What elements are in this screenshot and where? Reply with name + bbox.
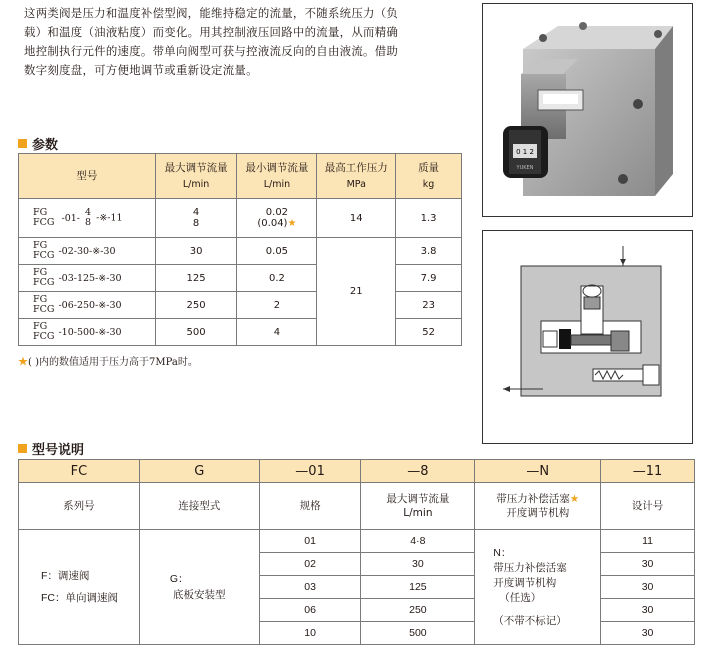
max-flow-cell: 250	[155, 292, 237, 319]
param-header: 最小调节流量 L/min	[237, 154, 317, 199]
max-flow-cell: 125	[155, 265, 237, 292]
star-icon: ★	[18, 357, 28, 368]
mass-cell: 3.8	[396, 238, 462, 265]
size-cell: 10	[259, 622, 361, 645]
param-header: 最高工作压力 MPa	[317, 154, 396, 199]
params-footnote: ★( )内的数值适用于压力高于7MPa时。	[18, 357, 198, 368]
desc-cell: 最大调节流量 L/min	[361, 483, 475, 530]
params-heading	[18, 134, 58, 153]
params-table	[18, 153, 462, 346]
model-cell: FG FCG -03-125-※-30	[19, 265, 156, 292]
intro-line: 这两类阀是压力和温度补偿型阀，能维持稳定的流量，不随系统压力（负	[24, 6, 399, 20]
model-code-table	[18, 459, 695, 645]
design-cell: 30	[601, 599, 695, 622]
series-cell: F：调速阀 FC：单向调速阀	[19, 530, 140, 645]
mass-cell: 52	[396, 319, 462, 346]
params-header-row	[19, 154, 462, 199]
desc-row	[19, 483, 695, 530]
design-cell: 30	[601, 622, 695, 645]
table-row	[19, 292, 462, 319]
model-cell: FG FCG -01- 4 8 -※-11	[19, 199, 156, 238]
model-heading	[18, 439, 84, 458]
max-flow-cell: 4 8	[155, 199, 237, 238]
size-cell: 06	[259, 599, 361, 622]
table-row	[19, 530, 695, 553]
min-flow-cell: 0.2	[237, 265, 317, 292]
intro-paragraph	[24, 4, 454, 80]
code-cell: —8	[361, 460, 475, 483]
pressure-cell: 14	[317, 199, 396, 238]
intro-line: 载）和温度（油液粘度）而变化。用其控制液压回路中的流量，从而精确	[24, 25, 399, 39]
valve-photo-illustration	[483, 4, 692, 216]
table-row	[19, 319, 462, 346]
max-flow-cell: 30	[155, 238, 237, 265]
mass-cell: 23	[396, 292, 462, 319]
code-cell: —11	[601, 460, 695, 483]
param-header: 质量 kg	[396, 154, 462, 199]
brand-label: YUKEN	[516, 165, 534, 171]
intro-line: 地控制执行元件的速度。带单向阀型可获与控液流反向的自由液流。借助	[24, 44, 399, 58]
min-flow-cell: 0.02 (0.04)★	[237, 199, 317, 238]
dial-readout: 0 1 2	[516, 148, 534, 156]
valve-section-diagram	[483, 231, 692, 443]
mass-cell: 7.9	[396, 265, 462, 292]
desc-cell: 系列号	[19, 483, 140, 530]
flow-cell: 250	[361, 599, 475, 622]
code-cell: —01	[259, 460, 361, 483]
mass-cell: 1.3	[396, 199, 462, 238]
desc-cell: 规格	[259, 483, 361, 530]
code-row	[19, 460, 695, 483]
design-cell: 30	[601, 553, 695, 576]
model-cell: FG FCG -10-500-※-30	[19, 319, 156, 346]
table-row	[19, 265, 462, 292]
circuit-diagram	[482, 230, 693, 444]
model-cell: FG FCG -02-30-※-30	[19, 238, 156, 265]
code-cell: FC	[19, 460, 140, 483]
size-cell: 02	[259, 553, 361, 576]
desc-cell: 设计号	[601, 483, 695, 530]
params-title: 参数	[32, 138, 59, 153]
section-marker-icon	[18, 444, 27, 453]
desc-cell: 带压力补偿活塞★ 开度调节机构	[475, 483, 601, 530]
design-cell: 11	[601, 530, 695, 553]
option-cell: N： 带压力补偿活塞 开度调节机构 （任选） （不带不标记）	[475, 530, 601, 645]
flow-cell: 125	[361, 576, 475, 599]
size-cell: 01	[259, 530, 361, 553]
param-header: 型号	[19, 154, 156, 199]
model-cell: FG FCG -06-250-※-30	[19, 292, 156, 319]
param-header: 最大调节流量 L/min	[155, 154, 237, 199]
max-flow-cell: 500	[155, 319, 237, 346]
table-row	[19, 238, 462, 265]
intro-line: 数字刻度盘，可方便地调节或重新设定流量。	[24, 63, 258, 77]
design-cell: 30	[601, 576, 695, 599]
size-cell: 03	[259, 576, 361, 599]
code-cell: —N	[475, 460, 601, 483]
min-flow-cell: 4	[237, 319, 317, 346]
flow-cell: 500	[361, 622, 475, 645]
model-title: 型号说明	[32, 443, 85, 458]
flow-cell: 4·8	[361, 530, 475, 553]
flow-cell: 30	[361, 553, 475, 576]
connection-cell: G： 底板安装型	[139, 530, 259, 645]
section-marker-icon	[18, 139, 27, 148]
code-cell: G	[139, 460, 259, 483]
product-photo	[482, 3, 693, 217]
pressure-cell: 21	[317, 238, 396, 346]
min-flow-cell: 2	[237, 292, 317, 319]
min-flow-cell: 0.05	[237, 238, 317, 265]
table-row	[19, 199, 462, 238]
desc-cell: 连接型式	[139, 483, 259, 530]
